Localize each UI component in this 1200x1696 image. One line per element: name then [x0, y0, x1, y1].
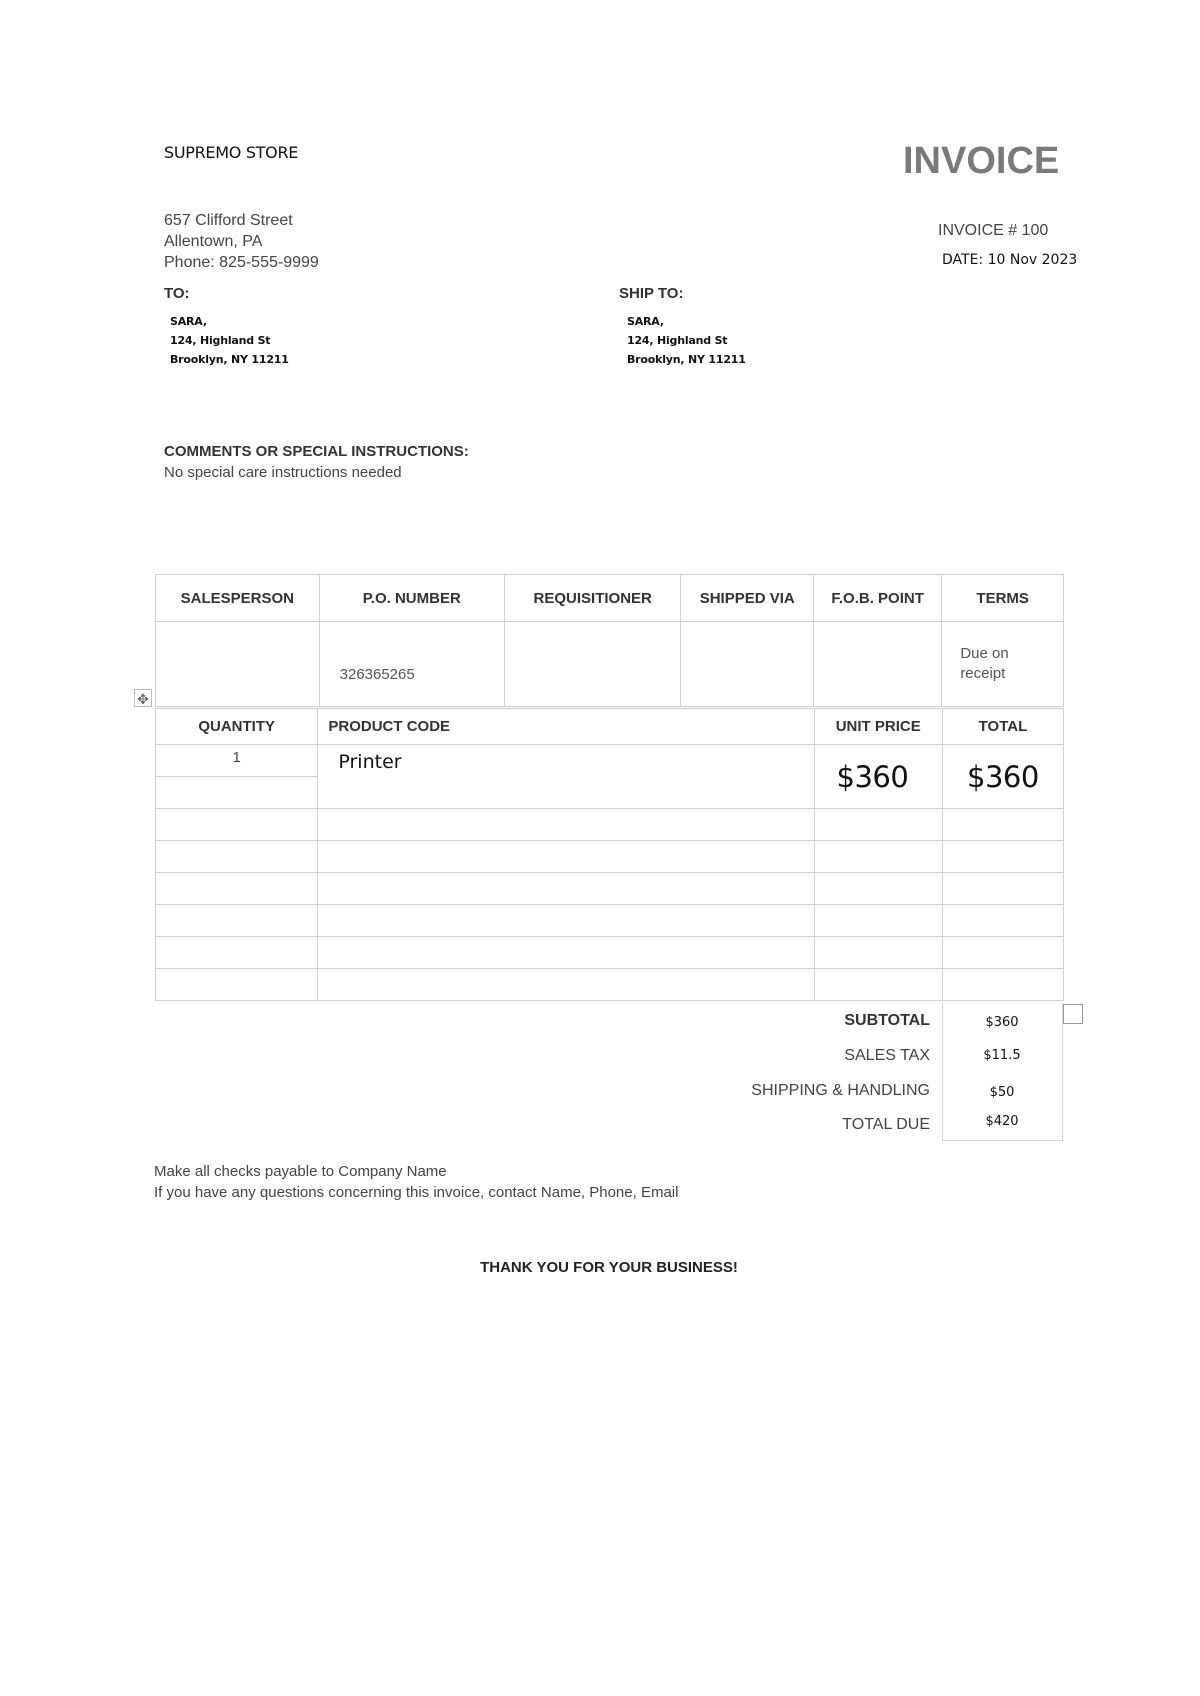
ship-to-name: SARA, [627, 315, 664, 328]
line-items-table [155, 708, 1064, 1001]
ship-to-address [627, 312, 746, 369]
ship-to-label: SHIP TO: [619, 285, 684, 302]
total-due-label: TOTAL DUE [842, 1116, 930, 1133]
order-info-table [155, 574, 1064, 707]
company-address [164, 210, 319, 273]
subtotal-value: $360 [985, 1015, 1019, 1030]
bill-to-name: SARA, [170, 315, 207, 328]
item-quantity: 1 [156, 745, 318, 777]
table-row [156, 841, 1064, 873]
line-items-header-row [156, 709, 1064, 745]
bill-to-label: TO: [164, 285, 190, 302]
header-fob-point: F.O.B. POINT [813, 575, 941, 622]
bill-to-city: Brooklyn, NY 11211 [170, 353, 289, 366]
header-shipped-via: SHIPPED VIA [681, 575, 813, 622]
terms-value: Due on receipt [942, 622, 1064, 707]
item-unit-price: $360 [814, 745, 942, 809]
header-product-code: PRODUCT CODE [318, 709, 814, 745]
header-po-number: P.O. NUMBER [319, 575, 504, 622]
table-row [156, 905, 1064, 937]
bill-to-street: 124, Highland St [170, 334, 271, 347]
invoice-date: DATE: 10 Nov 2023 [942, 252, 1078, 268]
shipping-value: $50 [989, 1085, 1015, 1100]
company-name: SUPREMO STORE [164, 143, 299, 162]
thank-you-message: THANK YOU FOR YOUR BUSINESS! [480, 1259, 738, 1276]
table-row [156, 809, 1064, 841]
header-salesperson: SALESPERSON [156, 575, 320, 622]
table-row [156, 937, 1064, 969]
ship-to-street: 124, Highland St [627, 334, 728, 347]
header-unit-price: UNIT PRICE [814, 709, 942, 745]
item-total: $360 [942, 745, 1063, 809]
table-row [156, 745, 1064, 777]
total-due-value: $420 [985, 1114, 1019, 1129]
header-terms: TERMS [942, 575, 1064, 622]
ship-to-city: Brooklyn, NY 11211 [627, 353, 746, 366]
table-move-handle-icon[interactable]: ✥ [134, 689, 152, 707]
company-phone: Phone: 825-555-9999 [164, 254, 319, 271]
table-row [156, 873, 1064, 905]
questions-note: If you have any questions concerning this invoice, contact Name, Phone, Email [154, 1184, 679, 1201]
table-resize-handle-icon[interactable] [1063, 1004, 1083, 1024]
invoice-title: INVOICE [903, 140, 1060, 182]
sales-tax-value: $11.5 [983, 1048, 1021, 1063]
invoice-number: INVOICE # 100 [938, 222, 1049, 239]
requisitioner-value [504, 622, 681, 707]
subtotal-label: SUBTOTAL [844, 1012, 930, 1029]
header-total: TOTAL [942, 709, 1063, 745]
shipped-via-value [681, 622, 813, 707]
table-row [156, 969, 1064, 1001]
company-city: Allentown, PA [164, 233, 263, 250]
sales-tax-label: SALES TAX [844, 1047, 930, 1064]
bill-to-address [170, 312, 289, 369]
shipping-label: SHIPPING & HANDLING [751, 1082, 930, 1099]
comments-text: No special care instructions needed [164, 464, 402, 481]
header-requisitioner: REQUISITIONER [504, 575, 681, 622]
item-product: Printer [318, 745, 814, 809]
po-number-value: 326365265 [319, 622, 504, 707]
order-info-header-row [156, 575, 1064, 622]
checks-payable-note: Make all checks payable to Company Name [154, 1163, 447, 1180]
order-info-value-row [156, 622, 1064, 707]
header-quantity: QUANTITY [156, 709, 318, 745]
company-street: 657 Clifford Street [164, 212, 293, 229]
salesperson-value [156, 622, 320, 707]
fob-point-value [813, 622, 941, 707]
comments-label: COMMENTS OR SPECIAL INSTRUCTIONS: [164, 443, 469, 460]
